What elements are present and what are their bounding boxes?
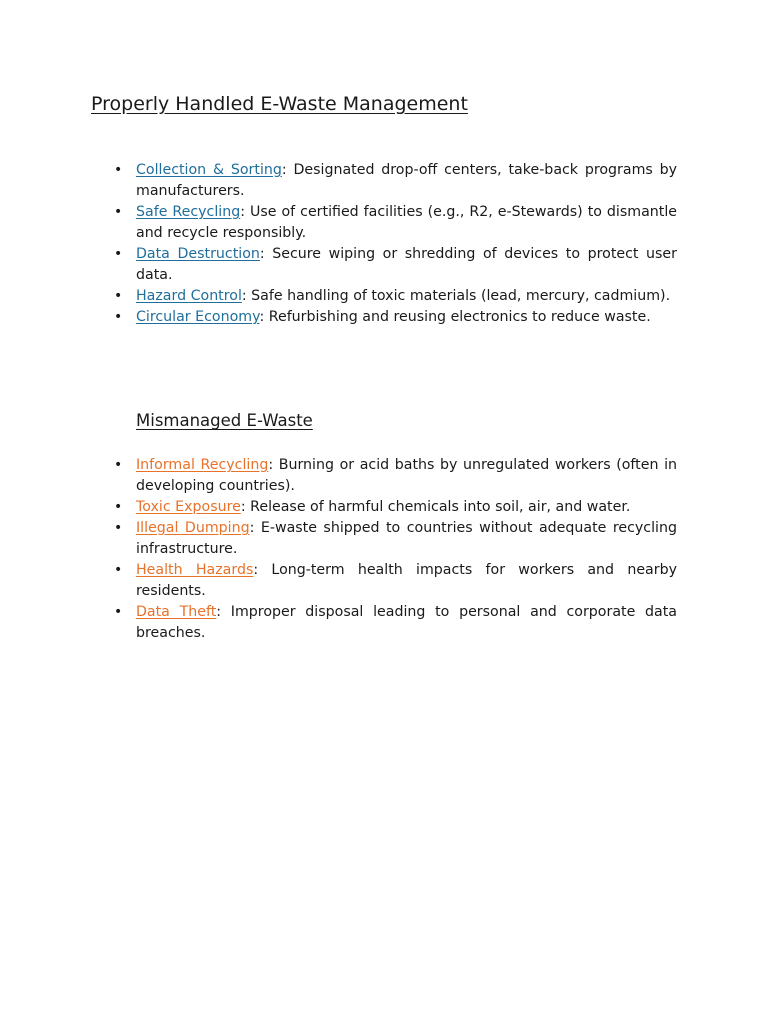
list-item	[114, 560, 677, 602]
list-item-term: Hazard Control	[136, 288, 242, 304]
list-item	[114, 202, 677, 244]
bullet-icon: •	[114, 246, 123, 262]
list-item-term: Informal Recycling	[136, 457, 269, 473]
mismanaged-list	[114, 455, 678, 644]
bullet-icon: •	[114, 288, 123, 304]
list-item-description: : Improper disposal leading to personal and corporate data breaches.	[136, 604, 677, 641]
list-item	[114, 244, 677, 286]
list-item	[114, 160, 678, 202]
list-item-term: Health Hazards	[136, 562, 254, 578]
list-item-description: : Designated drop-off centers, take-back programs by manufacturers.	[136, 162, 678, 199]
list-item	[114, 602, 677, 644]
list-item	[114, 518, 677, 560]
list-item-term: Circular Economy	[136, 309, 260, 325]
list-item-description: : Safe handling of toxic materials (lead, mercury, cadmium).	[241, 288, 671, 304]
list-item-description: : Refurbishing and reusing electronics to reduce waste.	[259, 309, 651, 325]
list-item	[114, 455, 678, 497]
page-title: Properly Handled E-Waste Management	[91, 93, 468, 115]
bullet-icon: •	[114, 162, 123, 178]
list-item-term: Illegal Dumping	[136, 520, 250, 536]
properly-handled-list	[114, 160, 678, 328]
list-item-description: : E-waste shipped to countries without adequate recycling infrastructure.	[136, 520, 677, 557]
list-item-term: Data Theft	[136, 604, 217, 620]
list-item	[114, 286, 677, 307]
bullet-icon: •	[114, 520, 123, 536]
bullet-icon: •	[114, 457, 123, 473]
bullet-icon: •	[114, 604, 123, 620]
list-item-term: Data Destruction	[136, 246, 260, 262]
list-item-description: : Secure wiping or shredding of devices to protect user data.	[136, 246, 677, 283]
list-item	[114, 497, 677, 518]
list-item-description: : Use of certified facilities (e.g., R2, e-Stewards) to dismantle and recycle responsibly.	[136, 204, 677, 241]
list-item-description: : Burning or acid baths by unregulated workers (often in developing countries).	[136, 457, 678, 494]
list-item-description: : Release of harmful chemicals into soil, air, and water.	[240, 499, 631, 515]
bullet-icon: •	[114, 309, 123, 325]
mismanaged-heading: Mismanaged E-Waste	[136, 411, 313, 430]
list-item-description: : Long-term health impacts for workers and nearby residents.	[136, 562, 677, 599]
bullet-icon: •	[114, 562, 123, 578]
list-item	[114, 307, 677, 328]
bullet-icon: •	[114, 499, 123, 515]
bullet-icon: •	[114, 204, 123, 220]
list-item-term: Toxic Exposure	[136, 499, 241, 515]
list-item-term: Collection & Sorting	[136, 162, 282, 178]
list-item-term: Safe Recycling	[136, 204, 241, 220]
